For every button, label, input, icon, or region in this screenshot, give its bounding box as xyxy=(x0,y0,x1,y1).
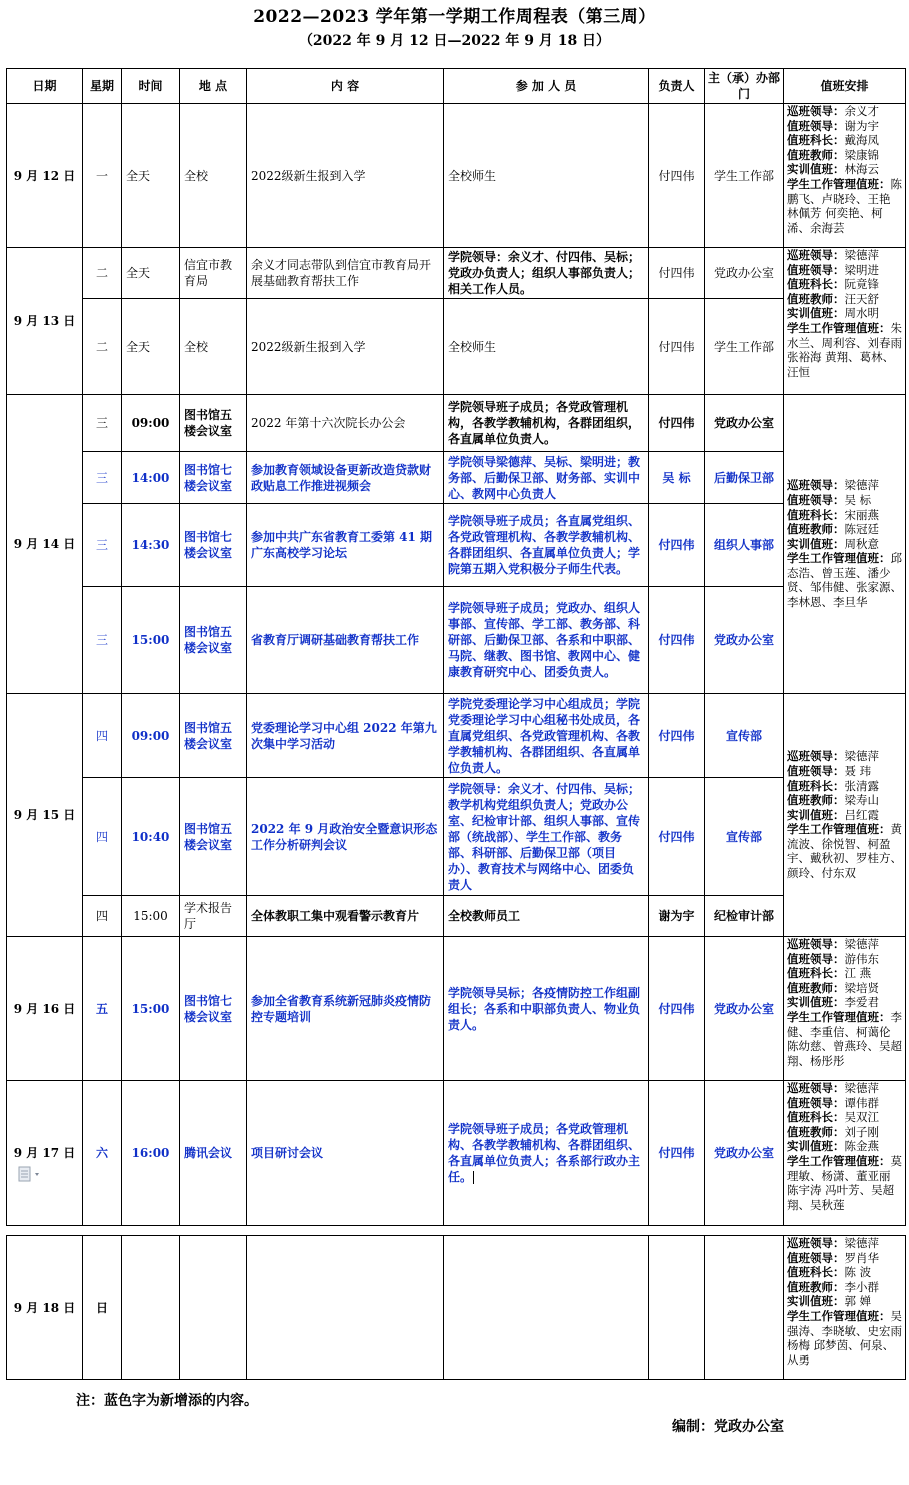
participants-cell xyxy=(444,1236,649,1380)
duty-cell: 巡班领导：梁德萍 值班领导：罗肖华 值班科长：陈 波 值班教师：李小群 实训值班：郭 婵 学生工作管理值班：吴强涛、李晓敏、史宏雨 杨梅 邱梦茵、何泉、从勇 xyxy=(784,1236,906,1380)
participants-cell: 学院领导班子成员；各党政管理机构、各教学教辅机构、各群团组织、各直属单位负责人；各系部行政办主任。 xyxy=(444,1081,649,1226)
dept-cell: 组织人事部 xyxy=(705,504,784,587)
dept-cell: 党政办公室 xyxy=(705,587,784,694)
weekday-cell: 六 xyxy=(83,1081,122,1226)
content-cell: 省教育厅调研基础教育帮扶工作 xyxy=(247,587,444,694)
leader-cell: 付四伟 xyxy=(649,587,705,694)
place-cell: 图书馆五楼会议室 xyxy=(180,694,247,778)
content-cell: 2022级新生报到入学 xyxy=(247,299,444,395)
place-cell: 全校 xyxy=(180,104,247,248)
date-cell: 9 月 16 日 xyxy=(7,937,83,1081)
participants-cell: 全校师生 xyxy=(444,299,649,395)
leader-cell: 付四伟 xyxy=(649,104,705,248)
leader-cell xyxy=(649,1236,705,1380)
weekday-cell: 一 xyxy=(83,104,122,248)
time-cell: 14:00 xyxy=(122,452,180,504)
participants-cell: 学院领导：余义才、付四伟、吴标；教学机构党组织负责人；党政办公室、纪检审计部、组织人事部、宣传部（统战部）、学生工作部、教务部、科研部、后勤保卫部（项目办）、教育技术与网络中心、团委负责人 xyxy=(444,778,649,896)
table-row xyxy=(7,452,906,504)
time-cell: 09:00 xyxy=(122,395,180,452)
weekday-cell: 三 xyxy=(83,587,122,694)
leader-cell: 付四伟 xyxy=(649,778,705,896)
dept-cell: 宣传部 xyxy=(705,694,784,778)
dept-cell: 党政办公室 xyxy=(705,1081,784,1226)
page-subtitle: （2022 年 9 月 12 日—2022 年 9 月 18 日） xyxy=(298,33,611,49)
weekday-cell: 三 xyxy=(83,395,122,452)
leader-cell: 付四伟 xyxy=(649,1081,705,1226)
participants-cell: 学院领导：余义才、付四伟、吴标；党政办负责人；组织人事部负责人；相关工作人员。 xyxy=(444,248,649,299)
dept-cell: 党政办公室 xyxy=(705,395,784,452)
header-place: 地 点 xyxy=(180,69,247,104)
place-cell: 图书馆七楼会议室 xyxy=(180,504,247,587)
header-row xyxy=(7,69,906,104)
header-duty: 值班安排 xyxy=(784,69,906,104)
duty-cell: 巡班领导：梁德萍 值班领导：谭伟群 值班科长：吴双江 值班教师：刘子刚 实训值班：陈金燕 学生工作管理值班：莫理敏、杨潇、董亚丽 陈宇涛 冯叶芳、吴超翔、吴秋莲 xyxy=(784,1081,906,1226)
time-cell: 16:00 xyxy=(122,1081,180,1226)
participants-cell: 学院领导吴标；各疫情防控工作组副组长；各系和中职部负责人、物业负责人。 xyxy=(444,937,649,1081)
content-cell: 参加全省教育系统新冠肺炎疫情防控专题培训 xyxy=(247,937,444,1081)
table-row xyxy=(7,587,906,694)
header-leader: 负责人 xyxy=(649,69,705,104)
dept-cell: 党政办公室 xyxy=(705,248,784,299)
time-cell: 15:00 xyxy=(122,896,180,937)
time-cell: 15:00 xyxy=(122,937,180,1081)
content-cell: 2022级新生报到入学 xyxy=(247,104,444,248)
header-time: 时间 xyxy=(122,69,180,104)
participants-cell: 学院领导班子成员；各直属党组织、各党政管理机构、各教学教辅机构、各群团组织、各直属单位负责人；学院第五期入党积极分子师生代表。 xyxy=(444,504,649,587)
participants-cell: 学院党委理论学习中心组成员；学院党委理论学习中心组秘书处成员，各直属党组织、各党政管理机构、各教学教辅机构、各群团组织、各直属单位负责人。 xyxy=(444,694,649,778)
weekday-cell: 日 xyxy=(83,1236,122,1380)
date-cell: 9 月 13 日 xyxy=(7,248,83,395)
dept-cell xyxy=(705,1236,784,1380)
header-date: 日期 xyxy=(7,69,83,104)
leader-cell: 付四伟 xyxy=(649,694,705,778)
place-cell: 图书馆五楼会议室 xyxy=(180,587,247,694)
duty-cell: 巡班领导：梁德萍 值班领导：梁明进 值班科长：阮竟锋 值班教师：汪天舒 实训值班：周水明 学生工作管理值班：朱水兰、周利容、刘春雨 张裕海 黄翔、葛林、汪恒 xyxy=(784,248,906,395)
content-cell: 党委理论学习中心组 2022 年第九次集中学习活动 xyxy=(247,694,444,778)
weekday-cell: 四 xyxy=(83,778,122,896)
place-cell: 图书馆七楼会议室 xyxy=(180,452,247,504)
table-row xyxy=(7,1236,906,1380)
leader-cell: 付四伟 xyxy=(649,504,705,587)
place-cell: 腾讯会议 xyxy=(180,1081,247,1226)
time-cell: 10:40 xyxy=(122,778,180,896)
time-cell: 全天 xyxy=(122,299,180,395)
paste-options-icon[interactable] xyxy=(18,1166,44,1182)
time-cell xyxy=(122,1236,180,1380)
weekday-cell: 三 xyxy=(83,452,122,504)
participants-cell: 学院领导梁德萍、吴标、梁明进；教务部、后勤保卫部、财务部、实训中心、教网中心负责人 xyxy=(444,452,649,504)
table-row xyxy=(7,896,906,937)
time-cell: 全天 xyxy=(122,104,180,248)
participants-cell: 学院领导班子成员；党政办、组织人事部、宣传部、学工部、教务部、科研部、后勤保卫部、各系和中职部、马院、继教、图书馆、教网中心、健康教育研究中心、团委负责人。 xyxy=(444,587,649,694)
dept-cell: 党政办公室 xyxy=(705,937,784,1081)
place-cell: 学术报告厅 xyxy=(180,896,247,937)
content-cell: 余义才同志带队到信宜市教育局开展基础教育帮扶工作 xyxy=(247,248,444,299)
date-cell: 9 月 17 日 xyxy=(7,1081,83,1226)
date-cell: 9 月 18 日 xyxy=(7,1236,83,1380)
content-cell xyxy=(247,1236,444,1380)
date-cell: 9 月 14 日 xyxy=(7,395,83,694)
place-cell: 全校 xyxy=(180,299,247,395)
content-cell: 2022 年 9 月政治安全暨意识形态工作分析研判会议 xyxy=(247,778,444,896)
table-row xyxy=(7,248,906,299)
weekday-cell: 三 xyxy=(83,504,122,587)
table-row xyxy=(7,104,906,248)
table-row xyxy=(7,1081,906,1226)
participants-cell: 学院领导班子成员；各党政管理机构，各教学教辅机构，各群团组织，各直属单位负责人。 xyxy=(444,395,649,452)
duty-cell: 巡班领导：梁德萍 值班领导：游伟东 值班科长：江 燕 值班教师：梁培贤 实训值班：李爱君 学生工作管理值班：李健、李重信、柯蔼伦 陈幼慈、曾燕玲、吴超翔、杨彤彤 xyxy=(784,937,906,1081)
dept-cell: 宣传部 xyxy=(705,778,784,896)
time-cell: 14:30 xyxy=(122,504,180,587)
date-cell: 9 月 12 日 xyxy=(7,104,83,248)
table-row xyxy=(7,504,906,587)
header-content: 内 容 xyxy=(247,69,444,104)
weekday-cell: 二 xyxy=(83,299,122,395)
page-title: 2022—2023 学年第一学期工作周程表（第三周） xyxy=(253,7,656,27)
time-cell: 09:00 xyxy=(122,694,180,778)
leader-cell: 付四伟 xyxy=(649,395,705,452)
table-row xyxy=(7,937,906,1081)
text-cursor xyxy=(473,1171,474,1184)
content-cell: 全体教职工集中观看警示教育片 xyxy=(247,896,444,937)
table-row xyxy=(7,778,906,896)
participants-cell: 全校教师员工 xyxy=(444,896,649,937)
table-row xyxy=(7,299,906,395)
editor-credit: 编制：党政办公室 xyxy=(672,1419,784,1435)
duty-cell: 巡班领导：梁德萍 值班领导：吴 标 值班科长：宋丽燕 值班教师：陈冠廷 实训值班：周秋意 学生工作管理值班：邱态浩、曾玉莲、潘少贤、邹伟健、张家源、李林恩、李旦华 xyxy=(784,395,906,694)
place-cell xyxy=(180,1236,247,1380)
schedule-table-sunday xyxy=(6,1235,906,1380)
dept-cell: 学生工作部 xyxy=(705,104,784,248)
header-dept: 主（承）办部 门 xyxy=(705,69,784,104)
duty-cell: 巡班领导：余义才 值班领导：谢为宇 值班科长：戴海凤 值班教师：梁康锦 实训值班：林海云 学生工作管理值班：陈鹏飞、卢晓玲、王艳 林佩芳 何奕艳、柯浠、余海芸 xyxy=(784,104,906,248)
time-cell: 15:00 xyxy=(122,587,180,694)
weekday-cell: 五 xyxy=(83,937,122,1081)
content-cell: 2022 年第十六次院长办公会 xyxy=(247,395,444,452)
header-participants: 参 加 人 员 xyxy=(444,69,649,104)
header-weekday: 星期 xyxy=(83,69,122,104)
dept-cell: 后勤保卫部 xyxy=(705,452,784,504)
table-row xyxy=(7,694,906,778)
place-cell: 图书馆五楼会议室 xyxy=(180,395,247,452)
dept-cell: 学生工作部 xyxy=(705,299,784,395)
leader-cell: 付四伟 xyxy=(649,248,705,299)
time-cell: 全天 xyxy=(122,248,180,299)
schedule-table xyxy=(6,68,906,1226)
leader-cell: 付四伟 xyxy=(649,937,705,1081)
place-cell: 图书馆七楼会议室 xyxy=(180,937,247,1081)
date-cell: 9 月 15 日 xyxy=(7,694,83,937)
leader-cell: 付四伟 xyxy=(649,299,705,395)
weekday-cell: 四 xyxy=(83,896,122,937)
leader-cell: 谢为宇 xyxy=(649,896,705,937)
weekday-cell: 二 xyxy=(83,248,122,299)
footnote: 注：蓝色字为新增添的内容。 xyxy=(76,1393,258,1409)
leader-cell: 吴 标 xyxy=(649,452,705,504)
content-cell: 参加教育领域设备更新改造贷款财政贴息工作推进视频会 xyxy=(247,452,444,504)
weekday-cell: 四 xyxy=(83,694,122,778)
place-cell: 信宜市教育局 xyxy=(180,248,247,299)
place-cell: 图书馆五楼会议室 xyxy=(180,778,247,896)
content-cell: 项目研讨会议 xyxy=(247,1081,444,1226)
dept-cell: 纪检审计部 xyxy=(705,896,784,937)
duty-cell: 巡班领导：梁德萍 值班领导：聂 玮 值班科长：张清露 值班教师：梁寿山 实训值班：吕红霞 学生工作管理值班：黄流波、徐悦智、柯盈宇、戴秋初、罗桂方、颜玲、付东双 xyxy=(784,694,906,937)
table-row xyxy=(7,395,906,452)
content-cell: 参加中共广东省教育工委第 41 期广东高校学习论坛 xyxy=(247,504,444,587)
participants-cell: 全校师生 xyxy=(444,104,649,248)
